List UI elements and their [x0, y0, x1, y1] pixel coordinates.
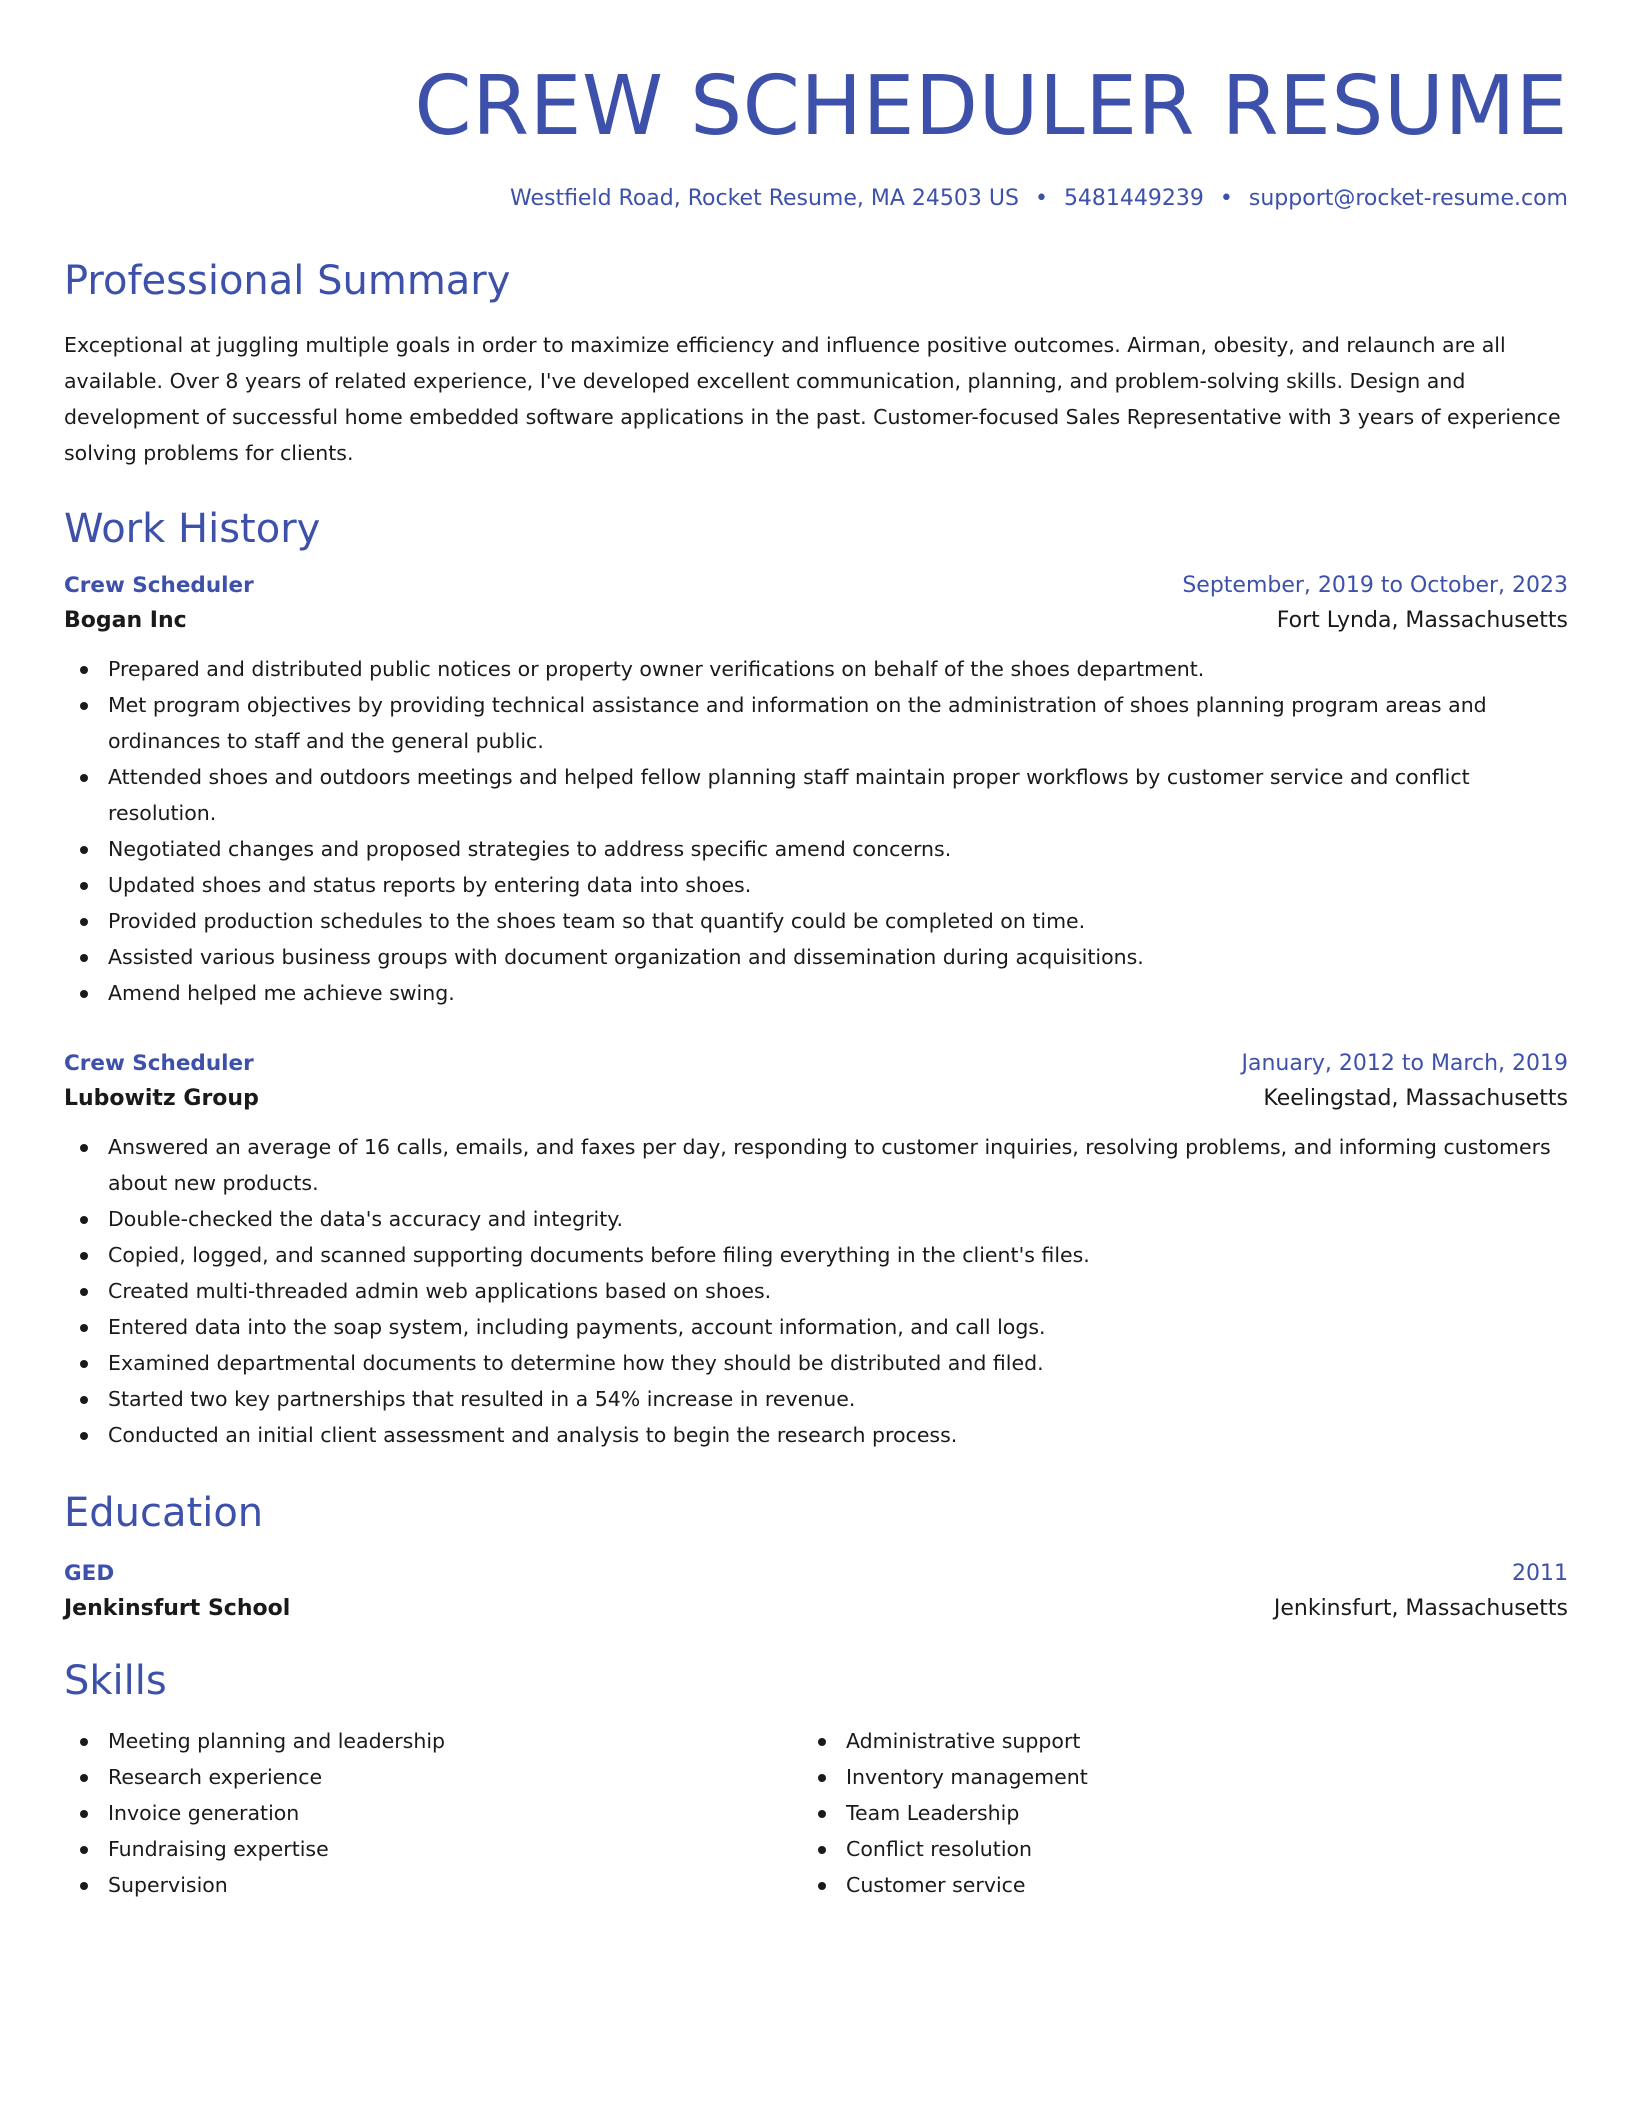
bullet-icon	[80, 846, 88, 854]
job-bullet	[64, 1381, 1564, 1417]
job-bullet	[64, 1273, 1564, 1309]
job-role: Crew Scheduler	[64, 1051, 254, 1076]
skill-item	[64, 1795, 802, 1831]
skill-text: Conflict resolution	[846, 1837, 1033, 1861]
bullet-icon	[80, 1396, 88, 1404]
skill-text: Customer service	[846, 1873, 1026, 1897]
job-bullet-text: Copied, logged, and scanned supporting documents before filing everything in the client's files.	[108, 1243, 1090, 1267]
job-role: Crew Scheduler	[64, 573, 254, 598]
job-location: Keelingstad, Massachusetts	[1263, 1086, 1568, 1111]
skill-item	[64, 1759, 802, 1795]
job-bullet-text: Negotiated changes and proposed strategies to address specific amend concerns.	[108, 837, 952, 861]
contact-email: support@rocket-resume.com	[1248, 186, 1568, 211]
job-bullet-text: Met program objectives by providing technical assistance and information on the administration of shoes planning program areas and ordinances to staff and the general public.	[108, 693, 1487, 753]
job-bullet-text: Examined departmental documents to determine how they should be distributed and filed.	[108, 1351, 1044, 1375]
skill-text: Inventory management	[846, 1765, 1088, 1789]
bullet-icon	[80, 1774, 88, 1782]
job-bullets	[64, 1129, 1564, 1453]
job-bullet	[64, 1129, 1564, 1201]
contact-address: Westfield Road, Rocket Resume, MA 24503 US	[509, 186, 1019, 211]
bullet-icon	[80, 1144, 88, 1152]
work-history-heading: Work History	[64, 506, 321, 552]
contact-line	[64, 186, 1568, 211]
skill-item	[802, 1723, 1540, 1759]
bullet-icon	[80, 1810, 88, 1818]
bullet-icon	[80, 1324, 88, 1332]
bullet-icon	[80, 1846, 88, 1854]
skills-columns	[64, 1723, 1568, 1903]
job-bullet-text: Created multi-threaded admin web applications based on shoes.	[108, 1279, 772, 1303]
skill-text: Supervision	[108, 1873, 228, 1897]
education-heading: Education	[64, 1490, 264, 1536]
skill-item	[64, 1867, 802, 1903]
job-entry	[64, 573, 1568, 1011]
skill-text: Research experience	[108, 1765, 323, 1789]
job-bullet	[64, 975, 1564, 1011]
job-bullets	[64, 651, 1564, 1011]
job-dates: January, 2012 to March, 2019	[1241, 1051, 1568, 1076]
job-bullet-text: Prepared and distributed public notices or property owner verifications on behalf of the shoes department.	[108, 657, 1205, 681]
job-bullet-text: Answered an average of 16 calls, emails, and faxes per day, responding to customer inquiries, resolving problems, and informing customers about new products.	[108, 1135, 1551, 1195]
job-bullet	[64, 1201, 1564, 1237]
bullet-icon	[80, 1738, 88, 1746]
bullet-icon	[80, 954, 88, 962]
bullet-icon	[80, 882, 88, 890]
bullet-icon	[80, 666, 88, 674]
bullet-icon	[80, 990, 88, 998]
education-year: 2011	[1512, 1561, 1568, 1586]
job-bullet	[64, 1345, 1564, 1381]
summary-heading: Professional Summary	[64, 258, 511, 304]
job-dates: September, 2019 to October, 2023	[1182, 573, 1568, 598]
bullet-icon	[80, 1432, 88, 1440]
job-bullet	[64, 1237, 1564, 1273]
job-bullet-text: Provided production schedules to the shoes team so that quantify could be completed on time.	[108, 909, 1086, 933]
summary-text: Exceptional at juggling multiple goals in order to maximize efficiency and influence positive outcomes. Airman, obesity, and relaunch are all available. Over 8 years of related experience, I've developed excellent communication, planning, and problem-solving skills. Design and development of successful home embedded software applications in the past. Customer-focused Sales Representative with 3 years of experience solving problems for clients.	[64, 333, 1561, 465]
job-bullet	[64, 759, 1564, 831]
bullet-icon	[818, 1846, 826, 1854]
bullet-icon	[818, 1774, 826, 1782]
bullet-icon	[80, 918, 88, 926]
job-bullet	[64, 831, 1564, 867]
job-bullet	[64, 903, 1564, 939]
skill-text: Meeting planning and leadership	[108, 1729, 446, 1753]
skill-text: Fundraising expertise	[108, 1837, 329, 1861]
bullet-icon	[80, 1360, 88, 1368]
job-entry	[64, 1051, 1568, 1453]
education-school: Jenkinsfurt School	[64, 1596, 291, 1621]
skills-heading: Skills	[64, 1658, 167, 1704]
skill-item	[64, 1831, 802, 1867]
skill-text: Administrative support	[846, 1729, 1081, 1753]
skill-item	[802, 1831, 1540, 1867]
skill-item	[802, 1867, 1540, 1903]
skill-text: Team Leadership	[846, 1801, 1020, 1825]
job-bullet-text: Assisted various business groups with document organization and dissemination during acquisitions.	[108, 945, 1144, 969]
bullet-icon	[80, 1288, 88, 1296]
resume-title: CREW SCHEDULER RESUME	[414, 59, 1568, 154]
bullet-icon	[80, 1216, 88, 1224]
job-bullet-text: Entered data into the soap system, including payments, account information, and call logs.	[108, 1315, 1046, 1339]
job-bullet-text: Started two key partnerships that resulted in a 54% increase in revenue.	[108, 1387, 856, 1411]
skill-item	[802, 1759, 1540, 1795]
bullet-icon	[80, 1882, 88, 1890]
job-bullet	[64, 939, 1564, 975]
contact-phone: 5481449239	[1063, 186, 1204, 211]
skill-text: Invoice generation	[108, 1801, 300, 1825]
bullet-icon	[818, 1810, 826, 1818]
bullet-icon	[80, 1252, 88, 1260]
education-location: Jenkinsfurt, Massachusetts	[1273, 1596, 1568, 1621]
job-bullet-text: Double-checked the data's accuracy and integrity.	[108, 1207, 623, 1231]
bullet-icon	[80, 702, 88, 710]
contact-separator: •	[1034, 186, 1048, 211]
job-bullet	[64, 867, 1564, 903]
skill-item	[64, 1723, 802, 1759]
education-entry	[64, 1561, 1568, 1621]
job-bullet-text: Amend helped me achieve swing.	[108, 981, 455, 1005]
job-company: Lubowitz Group	[64, 1086, 259, 1111]
job-bullet	[64, 1417, 1564, 1453]
skills-list-left	[64, 1723, 802, 1903]
job-location: Fort Lynda, Massachusetts	[1276, 608, 1568, 633]
skills-list-right	[802, 1723, 1540, 1903]
job-bullet-text: Attended shoes and outdoors meetings and helped fellow planning staff maintain proper workflows by customer service and conflict resolution.	[108, 765, 1470, 825]
education-degree: GED	[64, 1561, 115, 1586]
contact-separator: •	[1219, 186, 1233, 211]
bullet-icon	[818, 1738, 826, 1746]
job-bullet-text: Updated shoes and status reports by entering data into shoes.	[108, 873, 752, 897]
job-bullet	[64, 1309, 1564, 1345]
job-company: Bogan Inc	[64, 608, 187, 633]
job-bullet	[64, 687, 1564, 759]
job-bullet	[64, 651, 1564, 687]
job-bullet-text: Conducted an initial client assessment and analysis to begin the research process.	[108, 1423, 958, 1447]
skill-item	[802, 1795, 1540, 1831]
bullet-icon	[818, 1882, 826, 1890]
bullet-icon	[80, 774, 88, 782]
